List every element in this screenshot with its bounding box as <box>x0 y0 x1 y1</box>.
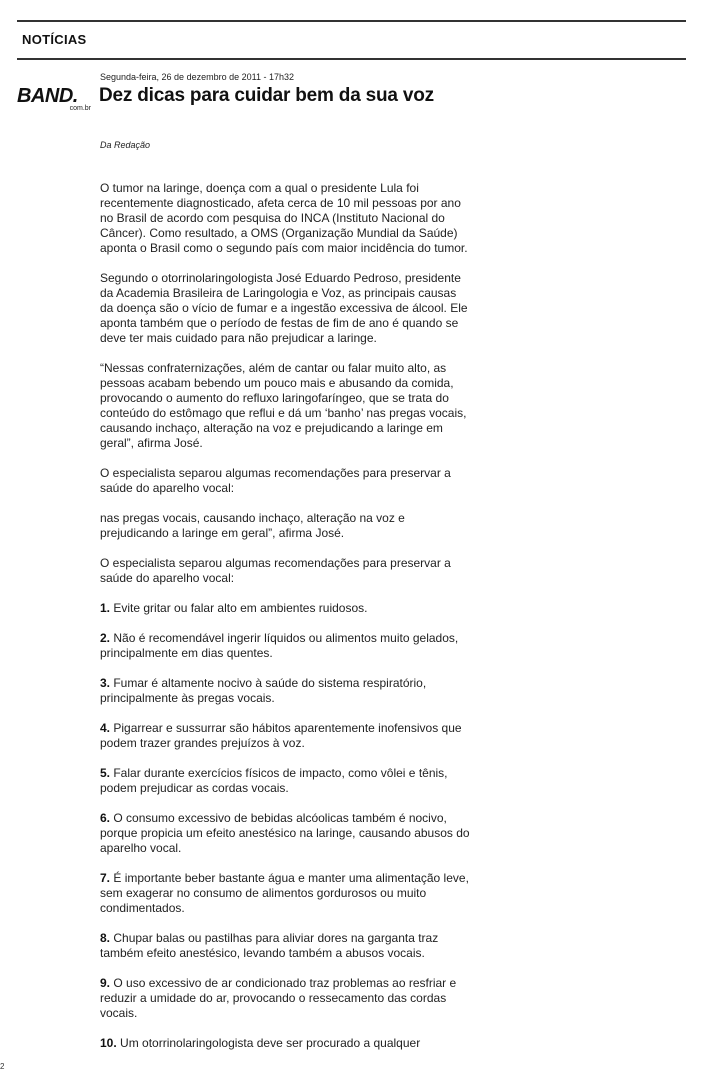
tip-number: 8. <box>100 931 111 945</box>
tip-item <box>100 811 472 856</box>
paragraph: Segundo o otorrinolaringologista José Eduardo Pedroso, presidente da Academia Brasileira de Laringologia e Voz, as principais causas da doença são o vício de fumar e a ingestão excessiva de álcool. Ele aponta também que o período de festas de fim de ano é quando se deve ter mais cuidado para não prejudicar a laringe. <box>100 271 468 345</box>
article-title: Dez dicas para cuidar bem da sua voz <box>99 85 434 106</box>
tip-number: 9. <box>100 976 111 990</box>
paragraph: O tumor na laringe, doença com a qual o presidente Lula foi recentemente diagnosticado, afeta cerca de 10 mil pessoas por ano no Brasil de acordo com pesquisa do INCA (Instituto Nacional do Câncer). Como resultado, a OMS (Organização Mundial da Saúde) aponta o Brasil como o segundo país com maior incidência do tumor. <box>100 181 468 255</box>
paragraph: O especialista separou algumas recomendações para preservar a saúde do aparelho vocal: <box>100 466 451 495</box>
page-number: 2 <box>0 1062 5 1071</box>
tip-item <box>100 931 472 961</box>
tip-number: 10. <box>100 1036 117 1050</box>
tip-item <box>100 631 472 661</box>
tip-item <box>100 976 472 1021</box>
paragraph: nas pregas vocais, causando inchaço, alteração na voz e prejudicando a laringe em geral”, afirma José. <box>100 511 405 540</box>
tip-item <box>100 601 472 616</box>
tip-number: 5. <box>100 766 111 780</box>
band-logo <box>17 86 95 116</box>
paragraph: “Nessas confraternizações, além de cantar ou falar muito alto, as pessoas acabam bebendo um pouco mais e abusando da comida, provocando o aumento do refluxo laringofaríngeo, que se trata do conteúdo do estômago que reflui e dá um ‘banho’ nas pregas vocais, causando inchaço, alteração na voz e prejudicando a laringe em geral”, afirma José. <box>100 361 467 450</box>
article-dateline: Segunda-feira, 26 de dezembro de 2011 - 17h32 <box>100 72 294 82</box>
article-author: Da Redação <box>100 140 151 150</box>
tip-number: 3. <box>100 676 111 690</box>
tip-text: Não é recomendável ingerir líquidos ou alimentos muito gelados, principalmente em dias quentes. <box>100 631 459 660</box>
tip-number: 2. <box>100 631 111 645</box>
tip-item <box>100 1036 472 1051</box>
tip-text: Um otorrinolaringologista deve ser procurado a qualquer <box>116 1036 421 1050</box>
tip-item <box>100 871 472 916</box>
tip-number: 7. <box>100 871 111 885</box>
tip-text: Chupar balas ou pastilhas para aliviar dores na garganta traz também efeito anestésico, levando também a abusos vocais. <box>100 931 439 960</box>
tip-item <box>100 766 472 796</box>
section-label: NOTÍCIAS <box>22 32 87 47</box>
tip-item <box>100 721 472 751</box>
article-body <box>100 181 472 1066</box>
tip-text: É importante beber bastante água e manter uma alimentação leve, sem exagerar no consumo de alimentos gordurosos ou muito condimentados. <box>100 871 469 915</box>
tip-text: Falar durante exercícios físicos de impacto, como vôlei e tênis, podem prejudicar as cordas vocais. <box>100 766 448 795</box>
tip-text: Evite gritar ou falar alto em ambientes ruidosos. <box>110 601 368 615</box>
tip-item <box>100 676 472 706</box>
tip-number: 1. <box>100 601 111 615</box>
top-divider <box>17 20 686 22</box>
tip-text: Fumar é altamente nocivo à saúde do sistema respiratório, principalmente às pregas vocais. <box>100 676 427 705</box>
tip-text: O uso excessivo de ar condicionado traz problemas ao resfriar e reduzir a umidade do ar, provocando o ressecamento das cordas vocais. <box>100 976 457 1020</box>
logo-wordmark: BAND. <box>17 85 78 107</box>
logo-domain: com.br <box>69 105 91 112</box>
tip-text: O consumo excessivo de bebidas alcóolicas também é nocivo, porque propicia um efeito anestésico na laringe, causando abusos do aparelho vocal. <box>100 811 470 855</box>
tip-number: 4. <box>100 721 111 735</box>
tip-number: 6. <box>100 811 111 825</box>
paragraph: O especialista separou algumas recomendações para preservar a saúde do aparelho vocal: <box>100 556 451 585</box>
tip-text: Pigarrear e sussurrar são hábitos aparentemente inofensivos que podem trazer grandes prejuízos à voz. <box>100 721 462 750</box>
header-divider <box>17 58 686 60</box>
